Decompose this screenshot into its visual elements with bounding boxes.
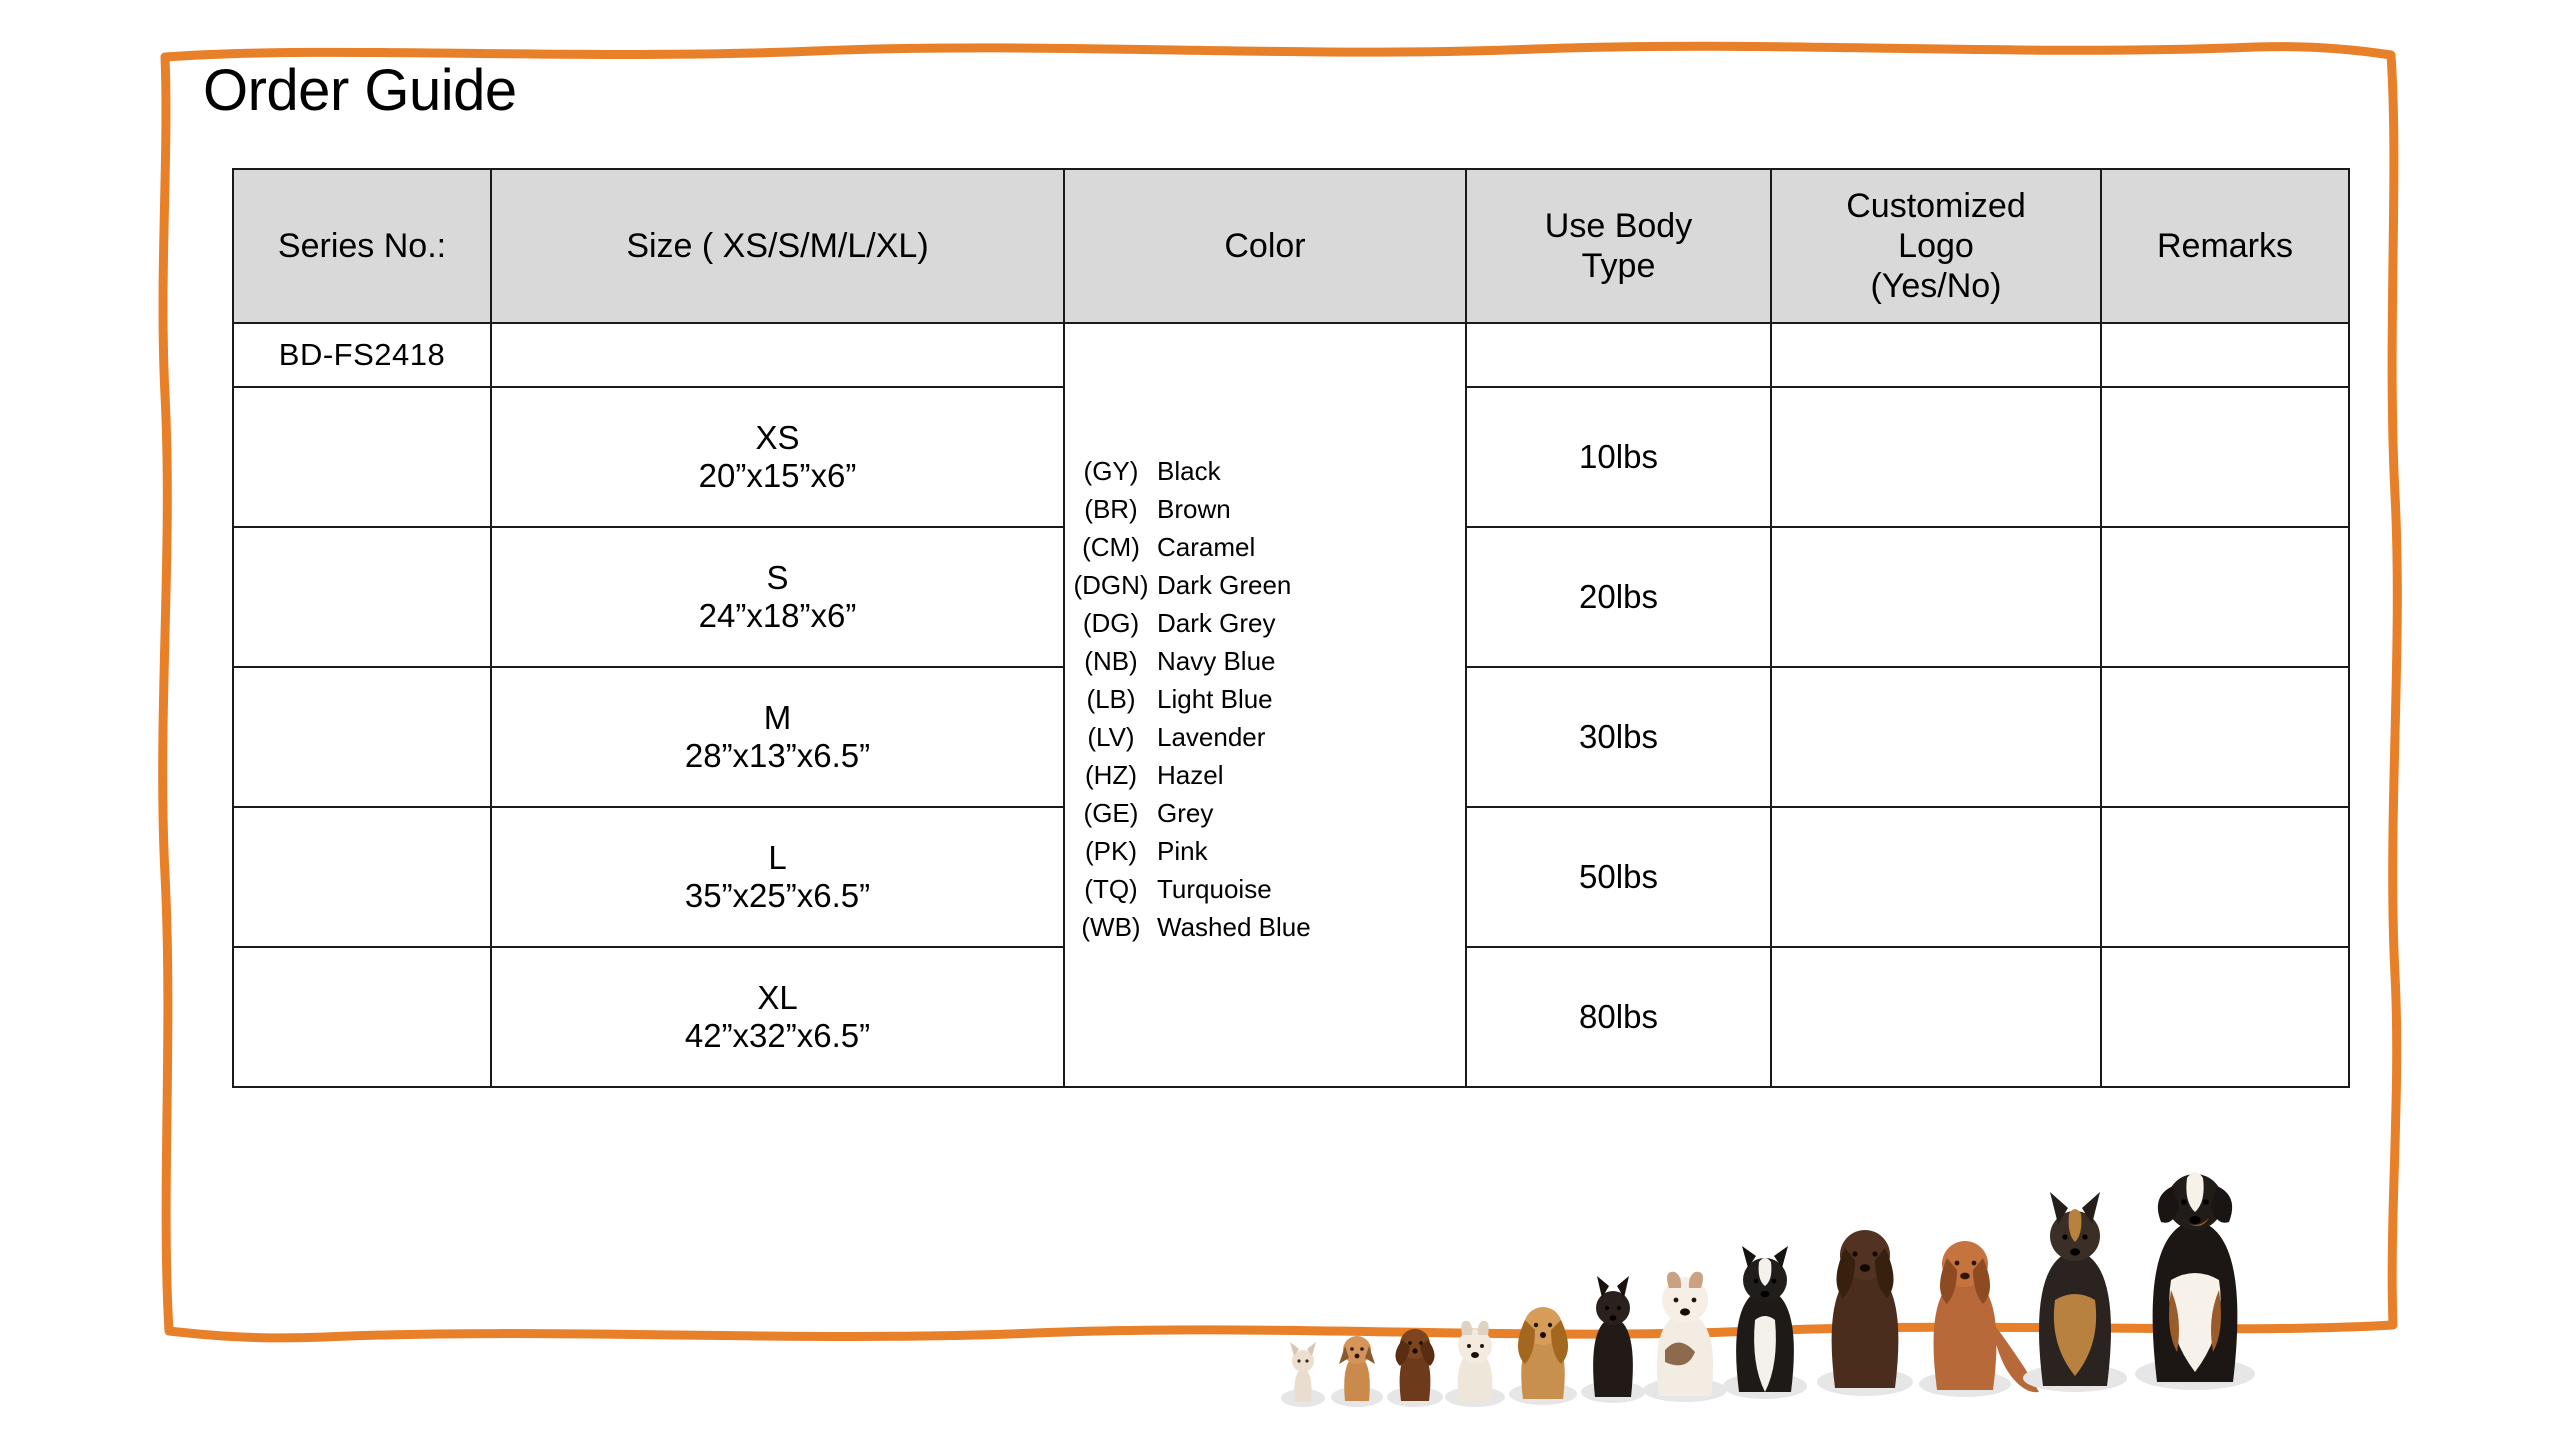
color-option[interactable] (1065, 686, 1465, 712)
color-code: (LV) (1087, 722, 1135, 752)
table-header-row (233, 169, 2349, 323)
size-letter: L (768, 838, 787, 876)
header-size: Size ( XS/S/M/L/XL) (491, 169, 1064, 323)
size-letter: M (763, 698, 792, 736)
header-use-body-type-line2: Type (1581, 247, 1656, 285)
color-code: (TQ) (1084, 874, 1138, 904)
header-customized-logo-line2: Logo (1898, 226, 1974, 265)
color-option[interactable] (1065, 496, 1465, 522)
cell-series-no[interactable]: BD-FS2418 (233, 323, 491, 387)
color-code: (DGN) (1073, 570, 1149, 600)
color-code: (PK) (1085, 836, 1137, 866)
cell-remarks[interactable] (2101, 527, 2349, 667)
header-use-body-type (1466, 169, 1771, 323)
size-letter: XS (755, 418, 800, 456)
color-name: Pink (1157, 836, 1208, 866)
color-code: (NB) (1084, 646, 1138, 676)
color-option[interactable] (1065, 610, 1465, 636)
cell-series-blank[interactable] (233, 807, 491, 947)
color-name: Hazel (1157, 760, 1224, 790)
color-code: (BR) (1084, 494, 1138, 524)
cell-body-type[interactable]: 10lbs (1466, 387, 1771, 527)
cell-logo-empty[interactable] (1771, 323, 2101, 387)
color-option[interactable] (1065, 762, 1465, 788)
color-code: (DG) (1082, 608, 1140, 638)
cell-remarks[interactable] (2101, 667, 2349, 807)
size-letter: XL (757, 978, 798, 1016)
cell-size[interactable] (491, 947, 1064, 1087)
color-option[interactable] (1065, 838, 1465, 864)
cell-remarks[interactable] (2101, 947, 2349, 1087)
color-name: Caramel (1157, 532, 1256, 562)
cell-size-empty[interactable] (491, 323, 1064, 387)
cell-series-blank[interactable] (233, 667, 491, 807)
color-name: Navy Blue (1157, 646, 1276, 676)
color-option-list (1065, 458, 1465, 940)
cell-customized-logo[interactable] (1771, 807, 2101, 947)
cell-body-type[interactable]: 20lbs (1466, 527, 1771, 667)
header-customized-logo (1771, 169, 2101, 323)
cell-customized-logo[interactable] (1771, 387, 2101, 527)
header-customized-logo-line3: (Yes/No) (1870, 267, 2002, 306)
order-guide-table (232, 168, 2350, 1088)
cell-remarks[interactable] (2101, 387, 2349, 527)
size-dims: 35”x25”x6.5” (684, 877, 871, 914)
color-code: (WB) (1081, 912, 1141, 942)
color-name: Dark Green (1157, 570, 1292, 600)
color-code: (HZ) (1085, 760, 1137, 790)
color-name: Grey (1157, 798, 1214, 828)
cell-size[interactable] (491, 807, 1064, 947)
cell-size[interactable] (491, 667, 1064, 807)
cell-body-type[interactable]: 80lbs (1466, 947, 1771, 1087)
color-option[interactable] (1065, 876, 1465, 902)
cell-size[interactable] (491, 387, 1064, 527)
color-name: Turquoise (1157, 874, 1272, 904)
cell-color-list[interactable] (1064, 323, 1466, 1087)
size-dims: 20”x15”x6” (698, 457, 857, 494)
color-code: (GY) (1083, 456, 1139, 486)
cell-body-type[interactable]: 30lbs (1466, 667, 1771, 807)
color-name: Lavender (1157, 722, 1266, 752)
cell-series-blank[interactable] (233, 527, 491, 667)
color-option[interactable] (1065, 800, 1465, 826)
color-name: Black (1157, 456, 1221, 486)
color-code: (LB) (1086, 684, 1136, 714)
page-title: Order Guide (203, 58, 517, 123)
color-option[interactable] (1065, 458, 1465, 484)
cell-customized-logo[interactable] (1771, 667, 2101, 807)
cell-customized-logo[interactable] (1771, 527, 2101, 667)
color-code: (GE) (1083, 798, 1139, 828)
color-option[interactable] (1065, 534, 1465, 560)
dogs-size-comparison-photo (1265, 1120, 2510, 1420)
cell-body-type-empty[interactable] (1466, 323, 1771, 387)
header-customized-logo-line1: Customized (1846, 186, 2026, 225)
size-dims: 42”x32”x6.5” (684, 1017, 871, 1054)
table-row-series (233, 323, 2349, 387)
color-name: Brown (1157, 494, 1231, 524)
color-name: Washed Blue (1157, 912, 1311, 942)
header-series-no: Series No.: (233, 169, 491, 323)
color-code: (CM) (1082, 532, 1140, 562)
header-color: Color (1064, 169, 1466, 323)
cell-body-type[interactable]: 50lbs (1466, 807, 1771, 947)
size-dims: 28”x13”x6.5” (684, 737, 871, 774)
size-dims: 24”x18”x6” (698, 597, 857, 634)
cell-customized-logo[interactable] (1771, 947, 2101, 1087)
color-option[interactable] (1065, 572, 1465, 598)
size-letter: S (766, 558, 789, 596)
cell-remarks-empty[interactable] (2101, 323, 2349, 387)
header-use-body-type-line1: Use Body (1544, 206, 1693, 245)
color-option[interactable] (1065, 724, 1465, 750)
color-name: Dark Grey (1157, 608, 1276, 638)
cell-series-blank[interactable] (233, 387, 491, 527)
color-name: Light Blue (1157, 684, 1273, 714)
cell-series-blank[interactable] (233, 947, 491, 1087)
color-option[interactable] (1065, 914, 1465, 940)
header-remarks: Remarks (2101, 169, 2349, 323)
color-option[interactable] (1065, 648, 1465, 674)
cell-size[interactable] (491, 527, 1064, 667)
cell-remarks[interactable] (2101, 807, 2349, 947)
